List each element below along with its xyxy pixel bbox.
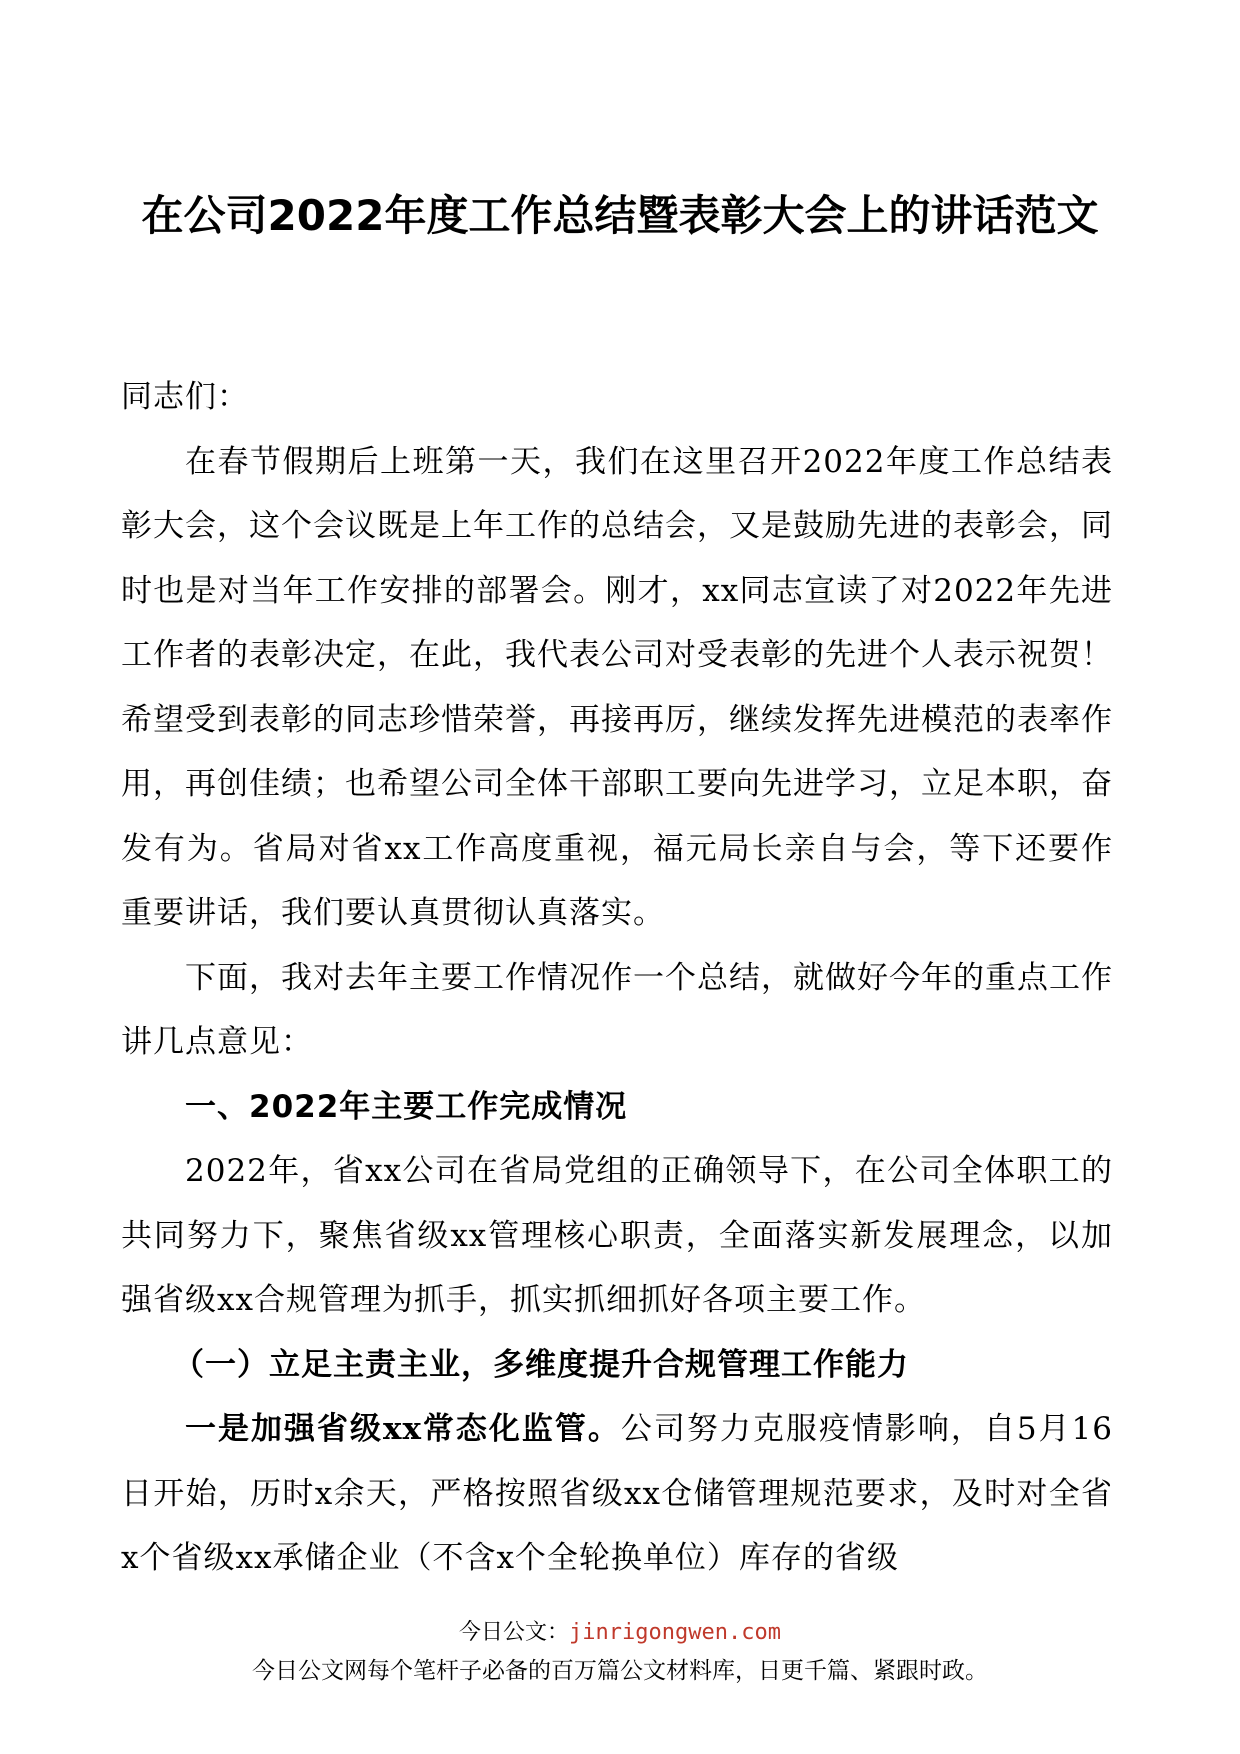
point-text: 公司努力克服疫情影响，自5月16日开始，历时x余天，严格按照省级xx仓储管理规范要求，及时对全省x个省级xx承储企业（不含x个全轮换单位）库存的省级 [121, 1411, 1114, 1576]
body-paragraph: 下面，我对去年主要工作情况作一个总结，就做好今年的重点工作讲几点意见： [121, 959, 1113, 1060]
body-paragraph: 在春节假期后上班第一天，我们在这里召开2022年度工作总结表彰大会，这个会议既是上年工作的总结会，又是鼓励先进的表彰会，同时也是对当年工作安排的部署会。刚才，xx同志宣读了对2022年先进工作者的表彰决定，在此，我代表公司对受表彰的先进个人表示祝贺！希望受到表彰的同志珍惜荣誉，再接再厉，继续发挥先进模范的表率作用，再创佳绩；也希望公司全体干部职工要向先进学习，立足本职，奋发有为。省局对省xx工作高度重视，福元局长亲自与会，等下还要作重要讲话，我们要认真贯彻认真落实。 [121, 443, 1113, 931]
salutation: 同志们： [121, 379, 249, 415]
subsection-heading: （一）立足主责主业，多维度提升合规管理工作能力 [173, 1346, 909, 1383]
footer-site-line [0, 1615, 1240, 1646]
point-lead: 一是加强省级xx常态化监管。 [185, 1411, 621, 1447]
document-body [121, 365, 1113, 1591]
footer-slogan: 今日公文网每个笔杆子必备的百万篇公文材料库，日更千篇、紧跟时政。 [252, 1658, 988, 1684]
document-title: 在公司2022年度工作总结暨表彰大会上的讲话范文 [141, 191, 1099, 240]
body-paragraph: 2022年，省xx公司在省局党组的正确领导下，在公司全体职工的共同努力下，聚焦省级xx管理核心职责，全面落实新发展理念，以加强省级xx合规管理为抓手，抓实抓细抓好各项主要工作。 [121, 1153, 1113, 1318]
body-paragraph [121, 1397, 1113, 1591]
footer-site-label: 今日公文： [459, 1620, 570, 1645]
footer-site-link[interactable]: jinrigongwen.com [569, 1620, 781, 1645]
section-heading: 一、2022年主要工作完成情况 [185, 1088, 628, 1125]
